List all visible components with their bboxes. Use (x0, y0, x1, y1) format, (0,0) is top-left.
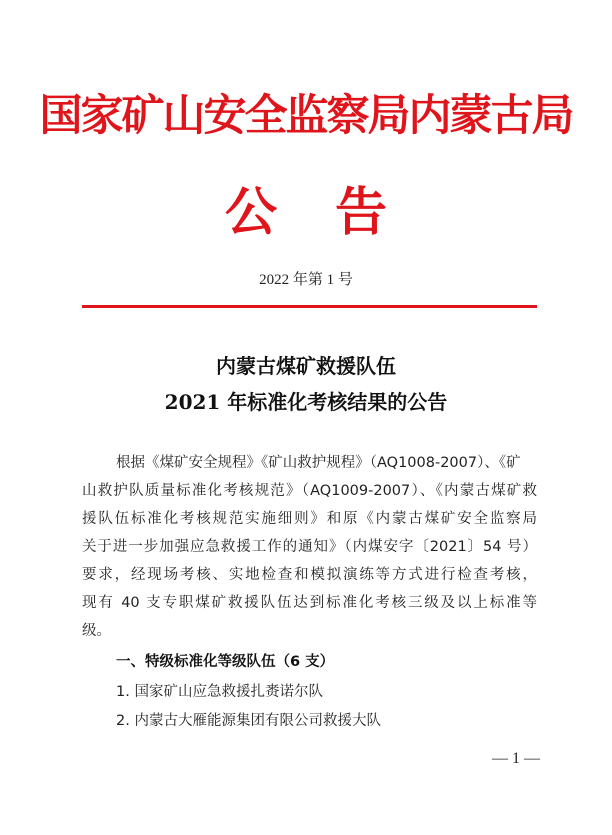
section-heading: 一、特级标准化等级队伍（6 支） (116, 654, 335, 670)
issuing-organization: 国家矿山安全监察局内蒙古局 (39, 91, 573, 141)
body-paragraph-line: 援队伍标准化考核规范实施细则》和原《内蒙古煤矿安全监察局 (82, 511, 537, 527)
document-type-heading: 公告 (224, 182, 445, 243)
body-paragraph-line: 山救护队质量标准化考核规范》（AQ1009-2007）、《内蒙古煤矿救 (82, 483, 537, 499)
document-title-line-2: 2021 年标准化考核结果的公告 (164, 390, 448, 414)
body-paragraph-line: 根据《煤矿安全规程》《矿山救护规程》（AQ1008-2007）、《矿 (116, 455, 521, 471)
body-paragraph-line: 现有 40 支专职煤矿救援队伍达到标准化考核三级及以上标准等 (82, 595, 537, 611)
document-number: 2022 年第 1 号 (259, 272, 353, 288)
body-paragraph-line: 要求，经现场考核、实地检查和模拟演练等方式进行检查考核， (82, 567, 537, 583)
body-paragraph-line: 关于进一步加强应急救援工作的通知》（内煤安字〔2021〕54 号） (82, 539, 537, 555)
body-paragraph-line: 级。 (82, 623, 111, 639)
document-title-line-1: 内蒙古煤矿救援队伍 (216, 354, 396, 378)
list-item: 1. 国家矿山应急救援扎赉诺尔队 (116, 684, 323, 700)
red-divider-line (82, 305, 537, 308)
page-number: — 1 — (492, 750, 540, 767)
list-item: 2. 内蒙古大雁能源集团有限公司救援大队 (116, 713, 381, 729)
